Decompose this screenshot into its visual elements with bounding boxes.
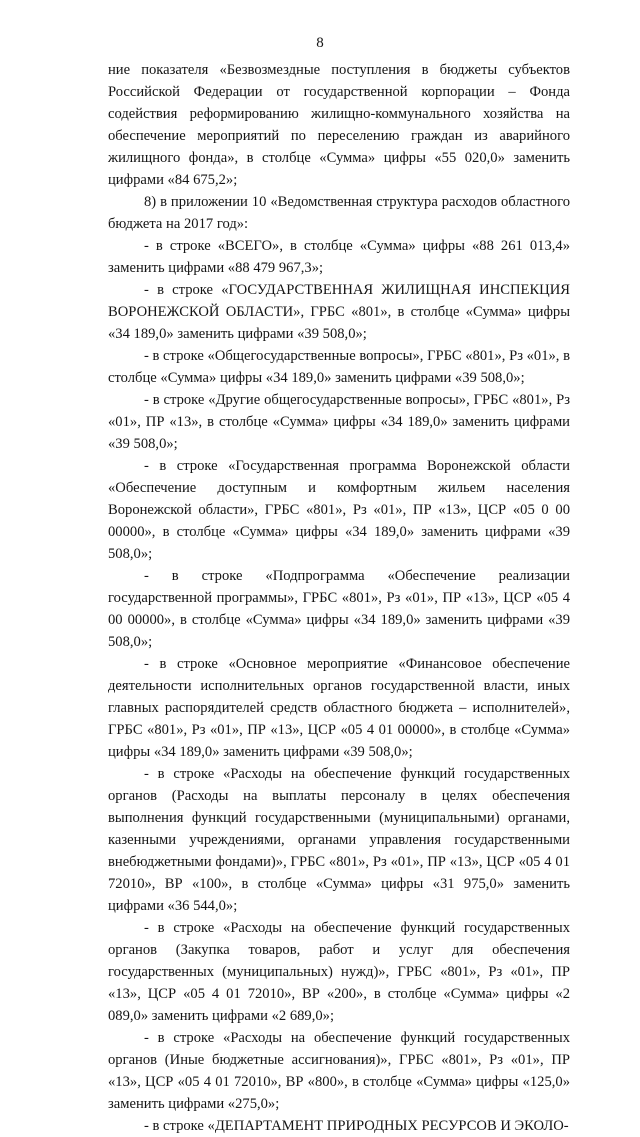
- paragraph: - в строке «Основное мероприятие «Финансовое обеспечение деятельности исполнительных органов государственной власти, иных главных распорядителей средств областного бюджета – исполнителей», ГРБС «801», Рз «01», ПР «13», ЦСР «05 4 01 00000», в столбце «Сумма» цифры «34 189,0» заменить цифрами «39 508,0»;: [108, 656, 570, 760]
- paragraph: - в строке «Расходы на обеспечение функций государственных органов (Иные бюджетные ассигнования)», ГРБС «801», Рз «01», ПР «13», ЦСР «05 4 01 72010», ВР «800», в столбце «Сумма» цифры «125,0» заменить цифрами «275,0»;: [108, 1030, 570, 1112]
- paragraph: - в строке «ВСЕГО», в столбце «Сумма» цифры «88 261 013,4» заменить цифрами «88 479 967,3»;: [108, 238, 570, 276]
- paragraph: - в строке «Государственная программа Воронежской области «Обеспечение доступным и комфортным жильем населения Воронежской области», ГРБС «801», Рз «01», ПР «13», ЦСР «05 0 00 00000», в столбце «Сумма» цифры «34 189,0» заменить цифрами «39 508,0»;: [108, 458, 570, 562]
- paragraph: 8) в приложении 10 «Ведомственная структура расходов областного бюджета на 2017 год»:: [108, 194, 570, 232]
- paragraph: - в строке «Другие общегосударственные вопросы», ГРБС «801», Рз «01», ПР «13», в столбце «Сумма» цифры «34 189,0» заменить цифрами «39 508,0»;: [108, 392, 570, 452]
- paragraph: - в строке «Расходы на обеспечение функций государственных органов (Закупка товаров, работ и услуг для обеспечения государственных (муниципальных) нужд)», ГРБС «801», Рз «01», ПР «13», ЦСР «05 4 01 72010», ВР «200», в столбце «Сумма» цифры «2 089,0» заменить цифрами «2 689,0»;: [108, 920, 570, 1024]
- paragraph: - в строке «ГОСУДАРСТВЕННАЯ ЖИЛИЩНАЯ ИНСПЕКЦИЯ ВОРОНЕЖСКОЙ ОБЛАСТИ», ГРБС «801», в столбце «Сумма» цифры «34 189,0» заменить цифрами «39 508,0»;: [108, 282, 570, 342]
- document-body: [108, 59, 570, 1137]
- page-number: 8: [316, 35, 324, 51]
- paragraph: - в строке «Расходы на обеспечение функций государственных органов (Расходы на выплаты персоналу в целях обеспечения выполнения функций государственными (муниципальными) органами, казенными учреждениями, органами управления государственными внебюджетными фондами)», ГРБС «801», Рз «01», ПР «13», ЦСР «05 4 01 72010», ВР «100», в столбце «Сумма» цифры «31 975,0» заменить цифрами «36 544,0»;: [108, 766, 570, 914]
- paragraph: - в строке «Общегосударственные вопросы», ГРБС «801», Рз «01», в столбце «Сумма» цифры «34 189,0» заменить цифрами «39 508,0»;: [108, 348, 570, 386]
- paragraph: ние показателя «Безвозмездные поступления в бюджеты субъектов Российской Федерации от государственной корпорации – Фонда содействия реформированию жилищно-коммунального хозяйства на обеспечение мероприятий по переселению граждан из аварийного жилищного фонда», в столбце «Сумма» цифры «55 020,0» заменить цифрами «84 675,2»;: [108, 62, 570, 188]
- paragraph: - в строке «Подпрограмма «Обеспечение реализации государственной программы», ГРБС «801», Рз «01», ПР «13», ЦСР «05 4 00 00000», в столбце «Сумма» цифры «34 189,0» заменить цифрами «39 508,0»;: [108, 568, 570, 650]
- paragraph: - в строке «ДЕПАРТАМЕНТ ПРИРОДНЫХ РЕСУРСОВ И ЭКОЛО-: [144, 1118, 569, 1134]
